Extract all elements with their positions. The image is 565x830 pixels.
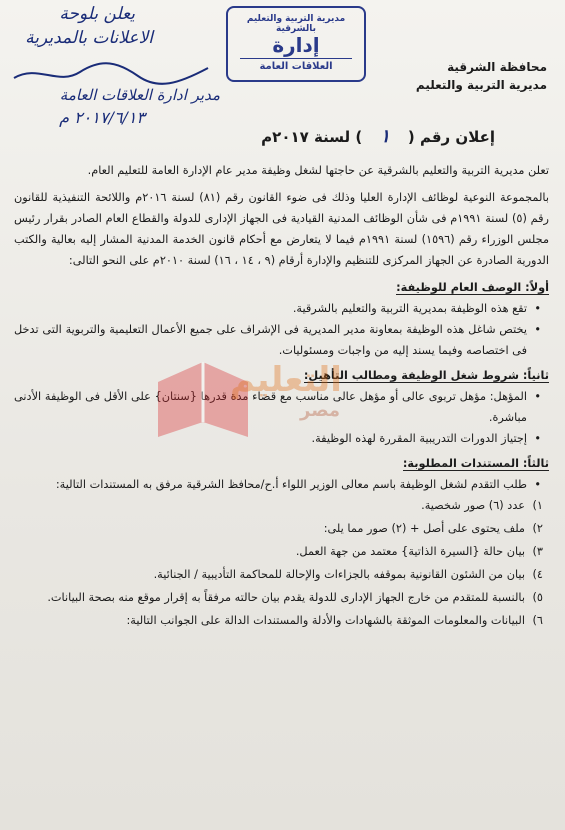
document-list-item: ٦)البيانات والمعلومات الموثقة بالشهادات والأدلة والمستندات الدالة على الجوانب التالية: — [126, 614, 543, 627]
watermark-text: التعليم — [230, 360, 342, 400]
office-stamp — [226, 6, 366, 82]
section-1-item: • يختص شاغل هذه الوظيفة بمعاونة مدير المديرية فى الإشراف على جميع الأعمال التعليمية والتربوية التى تدخل فى اختصاصه وفيما يسند إليه من واجبات ومسئوليات. — [14, 319, 527, 361]
directorate-name: مديرية التربية والتعليم — [415, 78, 547, 92]
handwritten-note-3: مدير ادارة العلاقات العامة — [59, 86, 220, 104]
document-list-item: ٢)ملف يحتوى على أصل + (٢) صور مما يلى: — [323, 522, 543, 535]
intro-paragraph: تعلن مديرية التربية والتعليم بالشرقية عن حاجتها لشغل وظيفة مدير عام الإدارة العامة للتعليم العام. — [87, 164, 549, 177]
watermark-brand: مصر — [300, 400, 341, 421]
handwritten-date: ٢٠١٧/٦/١٣ م — [59, 108, 145, 127]
document-list-item: ٥)بالنسبة للمتقدم من خارج الجهاز الإدارى للدولة يقدم بيان حالته مرفقاً به إقرار موقع منه بصحة البيانات. — [47, 591, 543, 604]
stamp-line-3: العلاقات العامة — [240, 58, 352, 72]
document-list-item: ٤)بيان من الشئون القانونية بموقفه بالجزاءات والإحالة للمحاكمة التأديبية / الجنائية. — [153, 568, 543, 581]
section-1-item: • تقع هذه الوظيفة بمديرية التربية والتعليم بالشرقية. — [14, 298, 527, 319]
section-3-heading: ثالثاً: المستندات المطلوبة: — [402, 457, 549, 470]
stamp-line-1: مديرية التربية والتعليم بالشرقية — [246, 14, 346, 34]
document-list-item: ٣)بيان حالة {السيرة الذاتية} معتمد من جهة العمل. — [295, 545, 543, 558]
law-paragraph: بالمجموعة النوعية لوظائف الإدارة العليا وذلك فى ضوء القانون رقم (٨١) لسنة ٢٠١٦م واللائحة التنفيذية للقانون رقم (٥) لسنة ١٩٩١م فى شأن الوظائف المدنية القيادية فى الجهاز الإدارى للدولة والقطاع العام الصادر بقرار رئيس مجلس الوزراء رقم (١٥٩٦) لسنة ١٩٩١م فيما لا يتعارض مع أحكام قانون الخدمة المدنية المشار إليه بعالية والكتب الدورية الصادرة عن الجهاز المركزى للتنظيم والإدارة أرقام (٩ ، ١٤ ، ١٦) لسنة ٢٠١٠م على النحو التالى: — [14, 191, 550, 267]
section-2-item: • إجتياز الدورات التدريبية المقررة لهذه الوظيفة. — [14, 428, 527, 449]
title-prefix: إعلان رقم ( — [407, 128, 495, 146]
announcement-title — [261, 126, 495, 147]
issuer-header — [416, 58, 547, 94]
handwritten-note-1: يعلن بلوحة — [59, 4, 135, 24]
document-list-item: ١)عدد (٦) صور شخصية. — [421, 499, 543, 512]
governorate-name: محافظة الشرقية — [447, 60, 547, 74]
announcement-number: ١ — [380, 126, 390, 147]
section-2-item: • المؤهل: مؤهل تربوى عالى أو مؤهل عالى مناسب مع قضاء مدة قدرها {سنتان} على الأقل فى الوظيفة الأدنى مباشرة. — [14, 386, 527, 428]
section-2-heading: ثانياً: شروط شغل الوظيفة ومطالب التأهيل: — [303, 369, 549, 382]
section-1-heading: أولاً: الوصف العام للوظيفة: — [396, 281, 549, 294]
handwritten-note-2: الاعلانات بالمديرية — [25, 28, 153, 48]
section-3-lead: • طلب التقدم لشغل الوظيفة باسم معالى الوزير اللواء أ.ح/محافظ الشرقية مرفق به المستندات التالية: — [14, 474, 527, 495]
title-suffix: ) لسنة ٢٠١٧م — [261, 128, 363, 146]
stamp-line-2: إدارة — [272, 33, 320, 57]
